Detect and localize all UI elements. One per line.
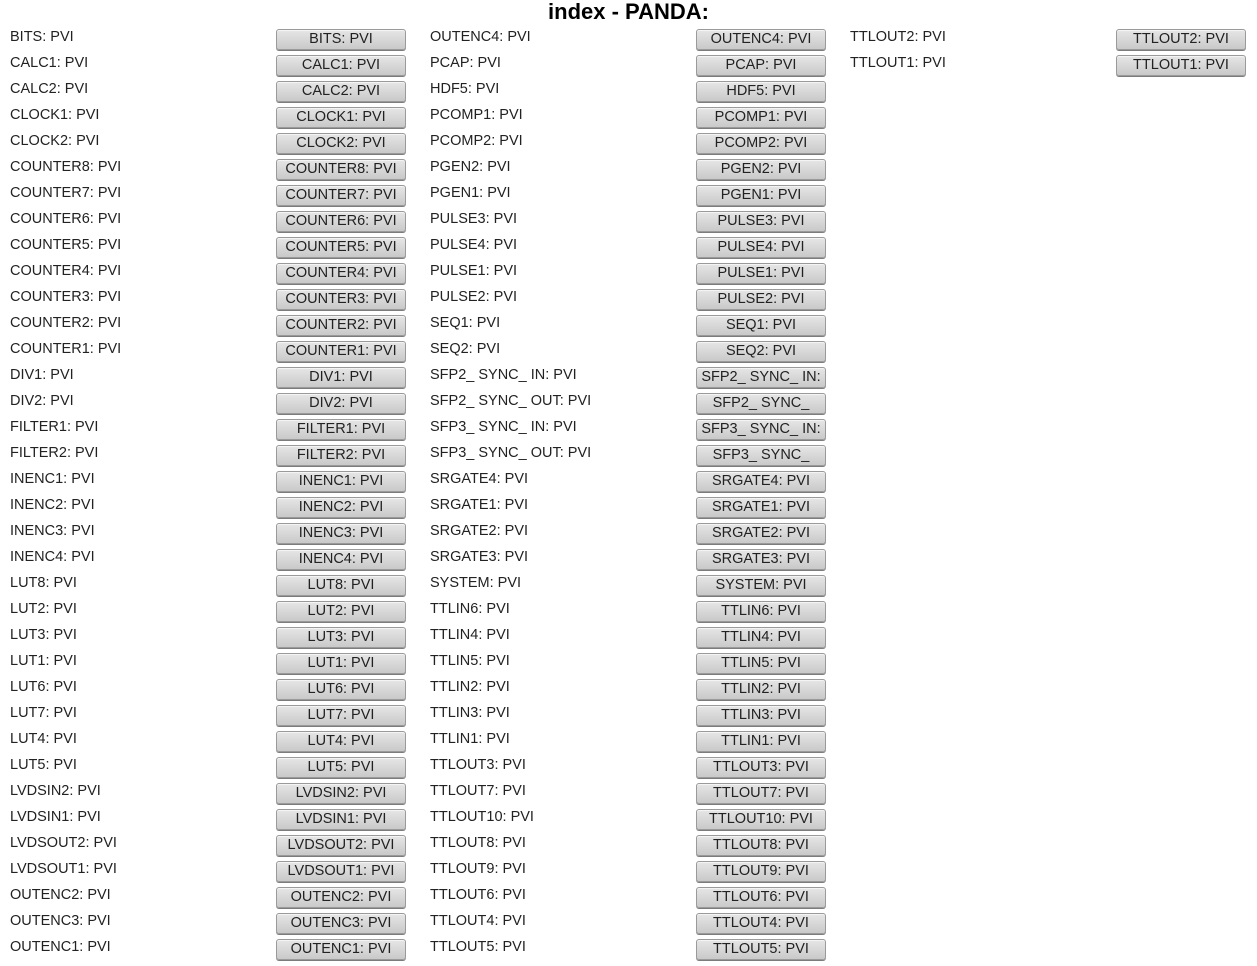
pvi-row	[430, 52, 828, 78]
pvi-label: LVDSIN2: PVI	[10, 783, 101, 799]
pvi-label: INENC4: PVI	[10, 549, 95, 565]
open-pvi-button[interactable]: SRGATE4: PVI	[696, 471, 826, 492]
open-pvi-button[interactable]: FILTER1: PVI	[276, 419, 406, 440]
open-pvi-button[interactable]: DIV1: PVI	[276, 367, 406, 388]
open-pvi-button[interactable]: OUTENC1: PVI	[276, 939, 406, 960]
pvi-row	[430, 858, 828, 884]
open-pvi-button[interactable]: TTLOUT6: PVI	[696, 887, 826, 908]
pvi-row	[10, 832, 408, 858]
open-pvi-button[interactable]: TTLOUT4: PVI	[696, 913, 826, 934]
pvi-label: TTLOUT3: PVI	[430, 757, 526, 773]
pvi-row	[10, 546, 408, 572]
pvi-row	[10, 624, 408, 650]
pvi-label: TTLOUT5: PVI	[430, 939, 526, 955]
pvi-label: TTLIN6: PVI	[430, 601, 510, 617]
pvi-label: SEQ2: PVI	[430, 341, 501, 357]
pvi-row	[10, 338, 408, 364]
open-pvi-button[interactable]: LVDSOUT1: PVI	[276, 861, 406, 882]
open-pvi-button[interactable]: COUNTER4: PVI	[276, 263, 406, 284]
pvi-label: SFP2_ SYNC_ IN: PVI	[430, 367, 577, 383]
pvi-row	[850, 52, 1248, 78]
pvi-label: COUNTER2: PVI	[10, 315, 122, 331]
pvi-row	[430, 572, 828, 598]
open-pvi-button[interactable]: FILTER2: PVI	[276, 445, 406, 466]
pvi-label: SRGATE4: PVI	[430, 471, 529, 487]
pvi-label: LUT6: PVI	[10, 679, 77, 695]
pvi-row	[10, 780, 408, 806]
pvi-row	[10, 286, 408, 312]
open-pvi-button[interactable]: CLOCK2: PVI	[276, 133, 406, 154]
pvi-row	[430, 286, 828, 312]
pvi-label: TTLIN2: PVI	[430, 679, 510, 695]
pvi-label: SFP3_ SYNC_ OUT: PVI	[430, 445, 592, 461]
pvi-row	[10, 702, 408, 728]
open-pvi-button[interactable]: CALC1: PVI	[276, 55, 406, 76]
pvi-label: SEQ1: PVI	[430, 315, 501, 331]
pvi-label: LUT3: PVI	[10, 627, 77, 643]
pvi-row	[430, 130, 828, 156]
pvi-label: SFP2_ SYNC_ OUT: PVI	[430, 393, 592, 409]
pvi-label: COUNTER6: PVI	[10, 211, 122, 227]
pvi-row	[10, 182, 408, 208]
pvi-row	[10, 78, 408, 104]
open-pvi-button[interactable]: CLOCK1: PVI	[276, 107, 406, 128]
open-pvi-button[interactable]: TTLIN2: PVI	[696, 679, 826, 700]
pvi-label: PULSE1: PVI	[430, 263, 518, 279]
page-title: index - PANDA:	[548, 0, 709, 24]
open-pvi-button[interactable]: TTLIN1: PVI	[696, 731, 826, 752]
pvi-row	[10, 936, 408, 962]
pvi-row	[10, 26, 408, 52]
pvi-label: CALC2: PVI	[10, 81, 89, 97]
pvi-row	[430, 910, 828, 936]
pvi-label: TTLOUT2: PVI	[850, 29, 946, 45]
pvi-label: PCOMP2: PVI	[430, 133, 523, 149]
open-pvi-button[interactable]: PULSE4: PVI	[696, 237, 826, 258]
open-pvi-button[interactable]: TTLIN4: PVI	[696, 627, 826, 648]
pvi-label: PULSE2: PVI	[430, 289, 518, 305]
pvi-label: LUT2: PVI	[10, 601, 77, 617]
pvi-label: TTLOUT4: PVI	[430, 913, 526, 929]
open-pvi-button[interactable]: SFP2_ SYNC_	[696, 393, 826, 414]
open-pvi-button[interactable]: SFP3_ SYNC_ IN:	[696, 419, 826, 440]
open-pvi-button[interactable]: LUT3: PVI	[276, 627, 406, 648]
open-pvi-button[interactable]: TTLOUT9: PVI	[696, 861, 826, 882]
pvi-row	[430, 650, 828, 676]
pvi-label: COUNTER7: PVI	[10, 185, 122, 201]
pvi-label: INENC3: PVI	[10, 523, 95, 539]
open-pvi-button[interactable]: SRGATE2: PVI	[696, 523, 826, 544]
pvi-label: TTLOUT8: PVI	[430, 835, 526, 851]
pvi-label: INENC1: PVI	[10, 471, 95, 487]
open-pvi-button[interactable]: COUNTER2: PVI	[276, 315, 406, 336]
pvi-row	[10, 104, 408, 130]
open-pvi-button[interactable]: OUTENC2: PVI	[276, 887, 406, 908]
pvi-label: SFP3_ SYNC_ IN: PVI	[430, 419, 577, 435]
open-pvi-button[interactable]: INENC3: PVI	[276, 523, 406, 544]
pvi-row	[10, 416, 408, 442]
open-pvi-button[interactable]: LUT1: PVI	[276, 653, 406, 674]
open-pvi-button[interactable]: TTLOUT10: PVI	[696, 809, 826, 830]
pvi-row	[430, 234, 828, 260]
pvi-column-2	[430, 26, 828, 962]
pvi-label: PGEN1: PVI	[430, 185, 511, 201]
open-pvi-button[interactable]: BITS: PVI	[276, 29, 406, 50]
pvi-row	[430, 208, 828, 234]
pvi-label: LVDSOUT1: PVI	[10, 861, 117, 877]
pvi-row	[850, 26, 1248, 52]
pvi-label: OUTENC3: PVI	[10, 913, 111, 929]
pvi-label: COUNTER8: PVI	[10, 159, 122, 175]
pvi-row	[10, 260, 408, 286]
pvi-label: TTLIN4: PVI	[430, 627, 510, 643]
open-pvi-button[interactable]: PCOMP1: PVI	[696, 107, 826, 128]
pvi-row	[430, 416, 828, 442]
pvi-row	[10, 572, 408, 598]
open-pvi-button[interactable]: LVDSIN2: PVI	[276, 783, 406, 804]
pvi-row	[430, 494, 828, 520]
pvi-label: DIV2: PVI	[10, 393, 74, 409]
open-pvi-button[interactable]: HDF5: PVI	[696, 81, 826, 102]
open-pvi-button[interactable]: INENC2: PVI	[276, 497, 406, 518]
pvi-label: HDF5: PVI	[430, 81, 500, 97]
open-pvi-button[interactable]: LUT7: PVI	[276, 705, 406, 726]
open-pvi-button[interactable]: SFP3_ SYNC_	[696, 445, 826, 466]
pvi-label: COUNTER4: PVI	[10, 263, 122, 279]
pvi-label: PCOMP1: PVI	[430, 107, 523, 123]
pvi-row	[430, 390, 828, 416]
pvi-label: COUNTER3: PVI	[10, 289, 122, 305]
pvi-row	[430, 442, 828, 468]
pvi-row	[430, 884, 828, 910]
open-pvi-button[interactable]: LVDSOUT2: PVI	[276, 835, 406, 856]
pvi-label: TTLOUT6: PVI	[430, 887, 526, 903]
pvi-row	[430, 624, 828, 650]
pvi-label: PGEN2: PVI	[430, 159, 511, 175]
open-pvi-button[interactable]: LUT4: PVI	[276, 731, 406, 752]
open-pvi-button[interactable]: SYSTEM: PVI	[696, 575, 826, 596]
open-pvi-button[interactable]: COUNTER6: PVI	[276, 211, 406, 232]
pvi-row	[430, 676, 828, 702]
open-pvi-button[interactable]: TTLOUT7: PVI	[696, 783, 826, 804]
pvi-label: PULSE3: PVI	[430, 211, 518, 227]
pvi-row	[430, 260, 828, 286]
pvi-row	[10, 156, 408, 182]
pvi-row	[430, 78, 828, 104]
open-pvi-button[interactable]: COUNTER8: PVI	[276, 159, 406, 180]
pvi-row	[10, 234, 408, 260]
pvi-row	[430, 806, 828, 832]
pvi-label: TTLOUT10: PVI	[430, 809, 534, 825]
pvi-row	[430, 182, 828, 208]
pvi-label: TTLIN3: PVI	[430, 705, 510, 721]
pvi-label: PULSE4: PVI	[430, 237, 518, 253]
open-pvi-button[interactable]: LUT6: PVI	[276, 679, 406, 700]
open-pvi-button[interactable]: PULSE1: PVI	[696, 263, 826, 284]
pvi-row	[10, 884, 408, 910]
open-pvi-button[interactable]: TTLOUT8: PVI	[696, 835, 826, 856]
open-pvi-button[interactable]: PULSE2: PVI	[696, 289, 826, 310]
pvi-label: COUNTER1: PVI	[10, 341, 122, 357]
open-pvi-button[interactable]: LUT5: PVI	[276, 757, 406, 778]
open-pvi-button[interactable]: SFP2_ SYNC_ IN:	[696, 367, 826, 388]
open-pvi-button[interactable]: TTLOUT1: PVI	[1116, 55, 1246, 76]
pvi-label: SYSTEM: PVI	[430, 575, 522, 591]
open-pvi-button[interactable]: TTLIN3: PVI	[696, 705, 826, 726]
pvi-label: SRGATE3: PVI	[430, 549, 529, 565]
pvi-label: OUTENC1: PVI	[10, 939, 111, 955]
pvi-column-3	[850, 26, 1248, 78]
open-pvi-button[interactable]: SEQ1: PVI	[696, 315, 826, 336]
pvi-row	[10, 494, 408, 520]
open-pvi-button[interactable]: COUNTER3: PVI	[276, 289, 406, 310]
open-pvi-button[interactable]: TTLOUT5: PVI	[696, 939, 826, 960]
pvi-row	[10, 754, 408, 780]
open-pvi-button[interactable]: TTLIN6: PVI	[696, 601, 826, 622]
pvi-row	[430, 728, 828, 754]
pvi-row	[430, 312, 828, 338]
pvi-row	[430, 546, 828, 572]
open-pvi-button[interactable]: CALC2: PVI	[276, 81, 406, 102]
pvi-row	[10, 806, 408, 832]
pvi-label: COUNTER5: PVI	[10, 237, 122, 253]
pvi-row	[10, 650, 408, 676]
pvi-row	[430, 364, 828, 390]
open-pvi-button[interactable]: SRGATE3: PVI	[696, 549, 826, 570]
pvi-label: FILTER2: PVI	[10, 445, 99, 461]
open-pvi-button[interactable]: TTLOUT2: PVI	[1116, 29, 1246, 50]
pvi-row	[430, 338, 828, 364]
open-pvi-button[interactable]: OUTENC3: PVI	[276, 913, 406, 934]
pvi-row	[430, 598, 828, 624]
pvi-label: BITS: PVI	[10, 29, 74, 45]
pvi-label: TTLOUT7: PVI	[430, 783, 526, 799]
pvi-row	[10, 910, 408, 936]
pvi-row	[430, 936, 828, 962]
pvi-label: TTLIN1: PVI	[430, 731, 510, 747]
pvi-row	[10, 442, 408, 468]
open-pvi-button[interactable]: PCOMP2: PVI	[696, 133, 826, 154]
pvi-label: CLOCK2: PVI	[10, 133, 100, 149]
pvi-row	[430, 520, 828, 546]
open-pvi-button[interactable]: PULSE3: PVI	[696, 211, 826, 232]
pvi-label: LUT7: PVI	[10, 705, 77, 721]
pvi-label: LUT1: PVI	[10, 653, 77, 669]
open-pvi-button[interactable]: INENC1: PVI	[276, 471, 406, 492]
open-pvi-button[interactable]: COUNTER7: PVI	[276, 185, 406, 206]
open-pvi-button[interactable]: PCAP: PVI	[696, 55, 826, 76]
open-pvi-button[interactable]: LUT8: PVI	[276, 575, 406, 596]
pvi-label: FILTER1: PVI	[10, 419, 99, 435]
pvi-row	[10, 390, 408, 416]
pvi-label: OUTENC4: PVI	[430, 29, 531, 45]
pvi-row	[430, 780, 828, 806]
pvi-row	[10, 130, 408, 156]
pvi-row	[430, 754, 828, 780]
open-pvi-button[interactable]: TTLIN5: PVI	[696, 653, 826, 674]
pvi-row	[10, 364, 408, 390]
pvi-label: PCAP: PVI	[430, 55, 501, 71]
pvi-row	[10, 52, 408, 78]
pvi-label: SRGATE1: PVI	[430, 497, 529, 513]
open-pvi-button[interactable]: COUNTER5: PVI	[276, 237, 406, 258]
open-pvi-button[interactable]: LVDSIN1: PVI	[276, 809, 406, 830]
open-pvi-button[interactable]: DIV2: PVI	[276, 393, 406, 414]
pvi-row	[10, 676, 408, 702]
pvi-row	[10, 598, 408, 624]
pvi-row	[10, 728, 408, 754]
pvi-label: CLOCK1: PVI	[10, 107, 100, 123]
pvi-row	[430, 156, 828, 182]
pvi-column-1	[10, 26, 408, 962]
pvi-label: DIV1: PVI	[10, 367, 74, 383]
open-pvi-button[interactable]: INENC4: PVI	[276, 549, 406, 570]
pvi-row	[430, 702, 828, 728]
pvi-label: CALC1: PVI	[10, 55, 89, 71]
pvi-row	[10, 312, 408, 338]
open-pvi-button[interactable]: PGEN2: PVI	[696, 159, 826, 180]
pvi-label: OUTENC2: PVI	[10, 887, 111, 903]
pvi-label: SRGATE2: PVI	[430, 523, 529, 539]
pvi-row	[430, 468, 828, 494]
open-pvi-button[interactable]: OUTENC4: PVI	[696, 29, 826, 50]
pvi-row	[10, 858, 408, 884]
pvi-row	[430, 26, 828, 52]
open-pvi-button[interactable]: LUT2: PVI	[276, 601, 406, 622]
pvi-row	[430, 104, 828, 130]
pvi-label: TTLOUT9: PVI	[430, 861, 526, 877]
pvi-label: TTLIN5: PVI	[430, 653, 510, 669]
open-pvi-button[interactable]: SRGATE1: PVI	[696, 497, 826, 518]
open-pvi-button[interactable]: PGEN1: PVI	[696, 185, 826, 206]
pvi-row	[430, 832, 828, 858]
pvi-label: LUT4: PVI	[10, 731, 77, 747]
pvi-label: INENC2: PVI	[10, 497, 95, 513]
pvi-label: LUT5: PVI	[10, 757, 77, 773]
open-pvi-button[interactable]: TTLOUT3: PVI	[696, 757, 826, 778]
pvi-row	[10, 520, 408, 546]
pvi-label: LVDSIN1: PVI	[10, 809, 101, 825]
open-pvi-button[interactable]: COUNTER1: PVI	[276, 341, 406, 362]
open-pvi-button[interactable]: SEQ2: PVI	[696, 341, 826, 362]
pvi-label: LUT8: PVI	[10, 575, 77, 591]
pvi-row	[10, 468, 408, 494]
pvi-row	[10, 208, 408, 234]
pvi-label: TTLOUT1: PVI	[850, 55, 946, 71]
pvi-label: LVDSOUT2: PVI	[10, 835, 117, 851]
